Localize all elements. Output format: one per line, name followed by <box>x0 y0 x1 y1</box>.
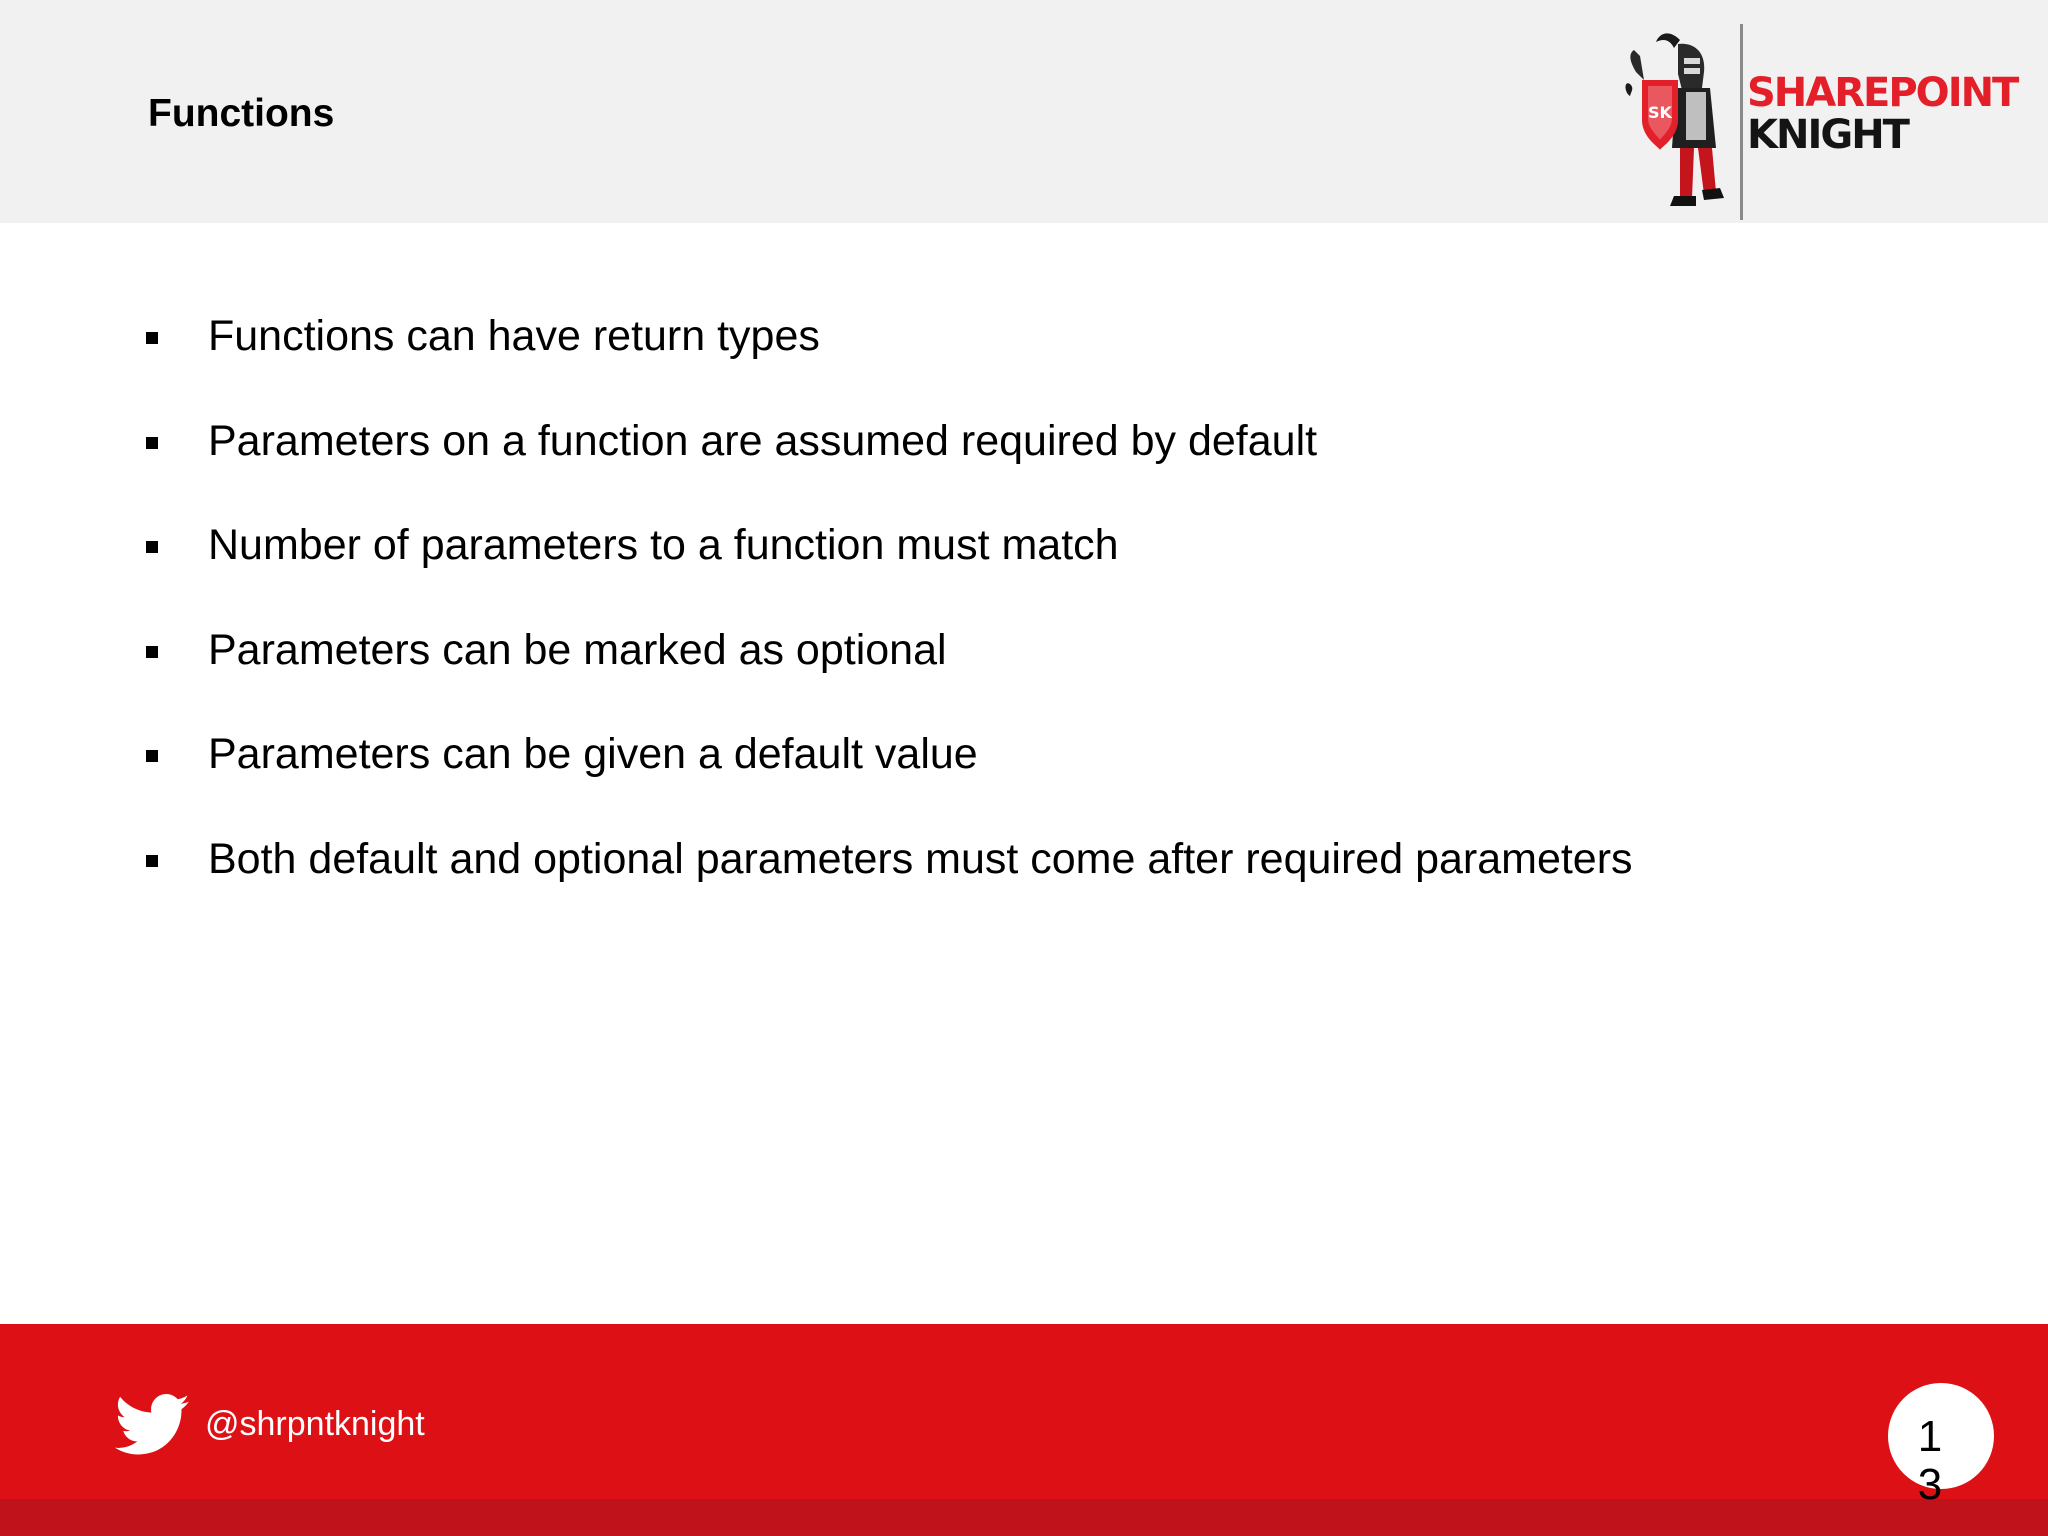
bullet-item <box>146 728 1633 833</box>
bullet-item <box>146 624 1633 729</box>
knight-icon <box>1620 22 1735 222</box>
logo-text-knight: KNIGHT <box>1747 112 1908 158</box>
bullet-text: Parameters on a function are assumed required by default <box>208 416 1318 465</box>
square-bullet-icon <box>146 437 158 449</box>
bullet-item <box>146 833 1633 938</box>
bullet-item <box>146 519 1633 624</box>
bullet-text: Parameters can be marked as optional <box>208 625 947 674</box>
square-bullet-icon <box>146 750 158 762</box>
square-bullet-icon <box>146 646 158 658</box>
svg-text:SK: SK <box>1648 103 1672 122</box>
page-number: 13 <box>1917 1412 1943 1509</box>
logo-wordmark <box>1747 72 2017 156</box>
logo-text-sharepoint: SHAREPOINT <box>1747 70 2018 116</box>
square-bullet-icon <box>146 855 158 867</box>
square-bullet-icon <box>146 332 158 344</box>
bullet-item <box>146 415 1633 520</box>
bullet-text: Number of parameters to a function must match <box>208 521 1119 569</box>
logo-divider <box>1740 24 1743 220</box>
footer-strip <box>0 1499 2048 1536</box>
sharepoint-knight-logo <box>1620 22 2018 222</box>
bullet-text: Parameters can be given a default value <box>208 730 978 778</box>
bullet-list <box>146 310 1633 937</box>
twitter-bird-icon[interactable] <box>114 1394 190 1456</box>
bullet-item <box>146 310 1633 415</box>
twitter-handle[interactable]: @shrpntknight <box>205 1405 425 1443</box>
slide-title: Functions <box>148 92 335 135</box>
square-bullet-icon <box>146 541 158 553</box>
bullet-text: Functions can have return types <box>208 312 820 360</box>
bullet-text: Both default and optional parameters must come after required parameters <box>208 834 1633 883</box>
